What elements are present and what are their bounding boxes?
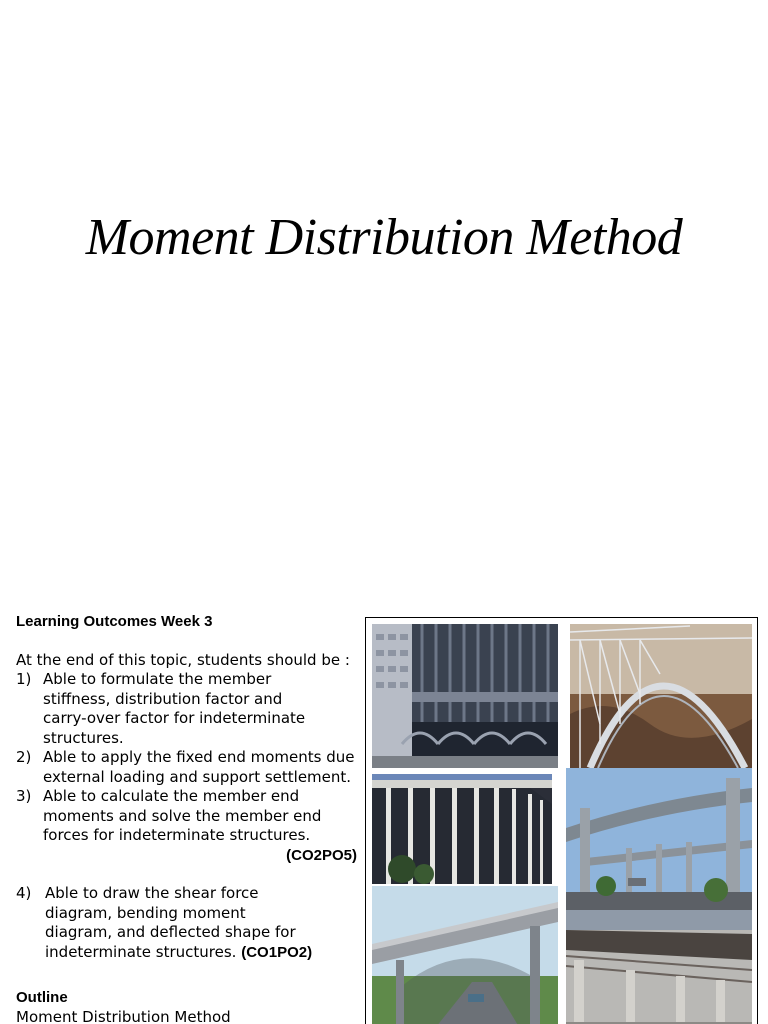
- outcome-line: Able to calculate the member end: [43, 787, 300, 805]
- outcome-line: indeterminate structures.: [45, 942, 237, 961]
- outline-heading: Outline: [16, 989, 68, 1006]
- outcome-line: Able to apply the fixed end moments due: [43, 748, 355, 766]
- intro-text: At the end of this topic, students should be :: [16, 650, 350, 669]
- elevated-deck-photo: [566, 910, 752, 1024]
- outcome-line: stiffness, distribution factor and: [43, 689, 283, 708]
- outcome-line: forces for indeterminate structures.: [43, 826, 311, 844]
- slide-title: Moment Distribution Method: [85, 209, 683, 266]
- outcome-item-1: [16, 670, 396, 748]
- building-photo: [372, 624, 558, 768]
- colonnade-building-photo: [372, 774, 552, 884]
- arch-bridge-photo: [570, 624, 752, 768]
- learning-outcomes-heading: Learning Outcomes Week 3: [16, 613, 213, 630]
- course-outcome-code: (CO2PO5): [286, 846, 357, 864]
- outcome-number: 2): [16, 748, 32, 766]
- outcome-line: moments and solve the member end: [43, 806, 322, 825]
- outline-item: Moment Distribution Method: [16, 1007, 231, 1024]
- outcome-line: Able to draw the shear force: [45, 884, 259, 902]
- outcome-line: Able to formulate the member: [43, 670, 272, 688]
- outcome-line: external loading and support settlement.: [43, 767, 352, 786]
- learning-outcomes-slide: [0, 600, 768, 1024]
- outcome-line: diagram, bending moment: [45, 903, 246, 922]
- learning-outcomes-text: [16, 612, 396, 1024]
- photo-collage: [365, 617, 758, 1024]
- outcome-item-4: [16, 884, 396, 962]
- highway-interchange-photo: [566, 768, 752, 918]
- outcome-number: 1): [16, 670, 32, 688]
- outcome-number: 4): [16, 884, 32, 902]
- course-outcome-code: (CO1PO2): [241, 943, 313, 961]
- outcome-line: diagram, and deflected shape for: [45, 923, 296, 941]
- overpass-bridge-photo: [372, 886, 558, 1024]
- outcome-item-3: [16, 787, 396, 865]
- outcome-line: structures.: [43, 728, 124, 747]
- outcome-number: 3): [16, 787, 32, 805]
- outcome-line: carry-over factor for indeterminate: [43, 709, 306, 727]
- outcome-item-2: [16, 748, 396, 787]
